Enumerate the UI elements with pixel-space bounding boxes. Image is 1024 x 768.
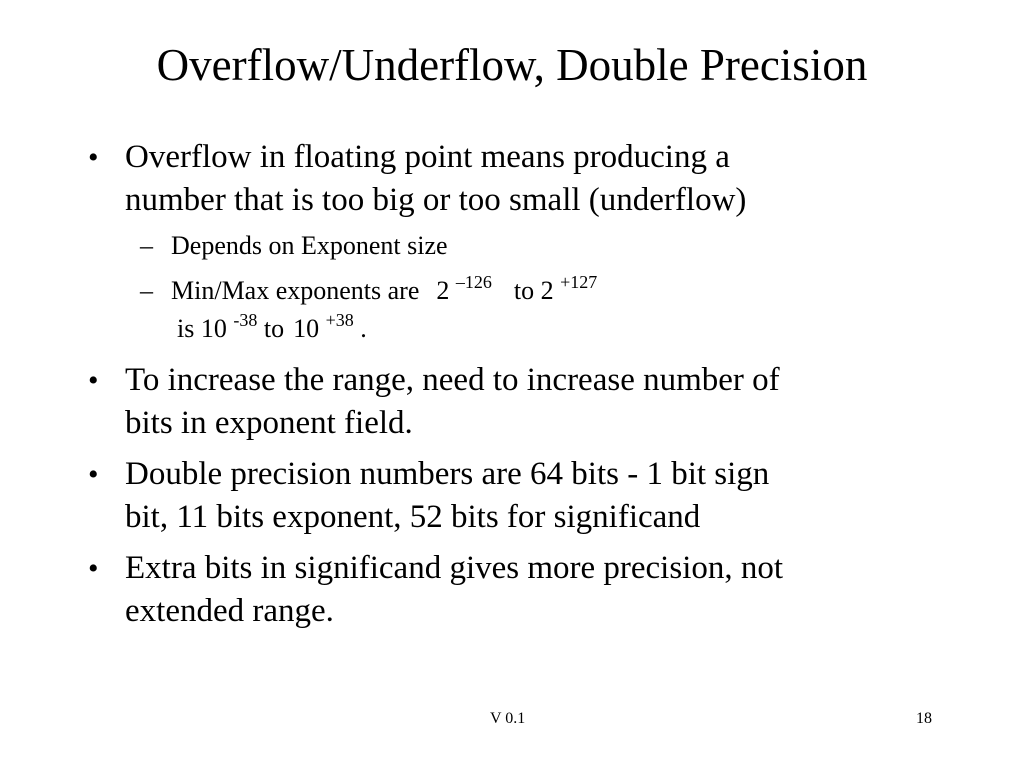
bullet-text-line: number that is too big or too small (underflow)	[125, 182, 747, 218]
bullet-text-line: Overflow in floating point means producing a	[125, 139, 730, 175]
sub-bullet-text: Depends on Exponent size	[171, 231, 448, 260]
slide-title: Overflow/Underflow, Double Precision	[156, 40, 868, 90]
slide-page-number: 18	[916, 710, 932, 727]
text-fragment: Min/Max exponents are	[171, 276, 420, 305]
text-fragment: to	[263, 314, 285, 343]
text-fragment: 10	[293, 314, 320, 343]
bullet-text-line: bits in exponent field.	[125, 405, 413, 441]
dash-glyph: –	[140, 276, 153, 305]
bullet-text-line: extended range.	[125, 593, 334, 629]
exponent-superscript: +127	[560, 272, 598, 292]
exponent-superscript: -38	[233, 310, 258, 330]
exponent-superscript: +38	[325, 310, 354, 330]
bullet-glyph: •	[88, 458, 99, 491]
footer-version: V 0.1	[490, 710, 526, 727]
text-fragment: .	[360, 314, 367, 343]
bullet-text-line: Double precision numbers are 64 bits - 1 bit sign	[125, 456, 770, 492]
exponent-superscript: –126	[455, 272, 492, 292]
dash-glyph: –	[140, 231, 153, 260]
bullet-text-line: bit, 11 bits exponent, 52 bits for significand	[125, 499, 701, 535]
text-fragment: is 10	[177, 314, 227, 343]
bullet-glyph: •	[88, 141, 99, 174]
bullet-text-line: To increase the range, need to increase number of	[125, 362, 780, 398]
bullet-glyph: •	[88, 552, 99, 585]
bullet-text-line: Extra bits in significand gives more precision, not	[125, 550, 784, 586]
text-fragment: to 2	[513, 276, 554, 305]
text-fragment: 2	[436, 276, 450, 305]
sub-bullet-text-line	[171, 274, 940, 307]
bullet-glyph: •	[88, 364, 99, 397]
sub-bullet-text-line	[177, 312, 946, 345]
